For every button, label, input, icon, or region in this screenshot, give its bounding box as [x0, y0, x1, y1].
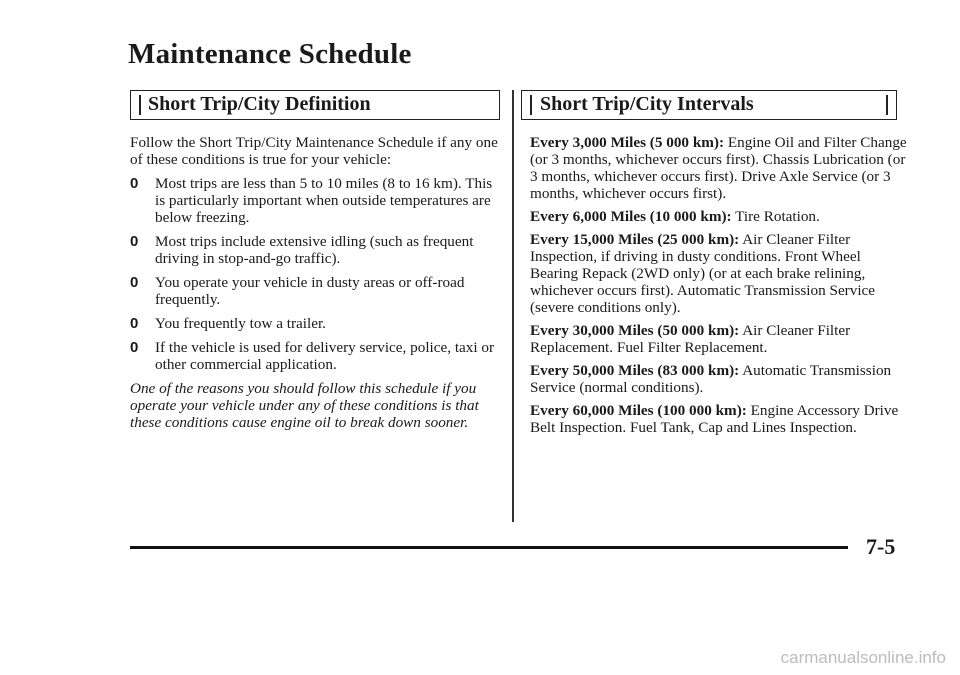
interval-item	[530, 362, 910, 396]
page-title: Maintenance Schedule	[128, 38, 412, 70]
bullet-icon: 0	[130, 233, 139, 250]
right-section-heading-box	[521, 90, 897, 120]
heading-bar	[139, 95, 141, 115]
right-section-heading: Short Trip/City Intervals	[540, 93, 754, 115]
heading-bar	[530, 95, 532, 115]
list-item	[130, 233, 505, 267]
column-divider	[512, 90, 514, 522]
interval-label: Every 30,000 Miles (50 000 km):	[530, 322, 740, 339]
interval-text: Air Cleaner Filter Inspection, if driving in dusty conditions. Front Wheel Bearing Repack (2WD only) (or at each brake relining, whichever occurs first). Automatic Transmission Service (severe conditions only).	[530, 231, 876, 316]
list-item-text: You operate your vehicle in dusty areas or off-road frequently.	[155, 274, 465, 308]
interval-label: Every 15,000 Miles (25 000 km):	[530, 231, 740, 248]
interval-item	[530, 402, 910, 436]
left-column	[130, 134, 505, 431]
interval-label: Every 50,000 Miles (83 000 km):	[530, 362, 740, 379]
list-item-text: If the vehicle is used for delivery service, police, taxi or other commercial application.	[155, 339, 495, 373]
interval-item	[530, 231, 910, 316]
conditions-list	[130, 175, 505, 373]
interval-text: Air Cleaner Filter Replacement. Fuel Filter Replacement.	[530, 322, 851, 356]
interval-label: Every 6,000 Miles (10 000 km):	[530, 208, 732, 225]
interval-text: Tire Rotation.	[735, 208, 820, 225]
heading-bar-right	[886, 95, 888, 115]
bullet-icon: 0	[130, 339, 139, 356]
list-item	[130, 315, 505, 332]
list-item	[130, 175, 505, 226]
list-item	[130, 339, 505, 373]
page-number: 7-5	[866, 534, 896, 559]
bottom-watermark: carmanualsonline.info	[780, 648, 946, 667]
left-section-heading: Short Trip/City Definition	[148, 93, 371, 115]
interval-label: Every 3,000 Miles (5 000 km):	[530, 134, 725, 151]
intro-paragraph: Follow the Short Trip/City Maintenance Schedule if any one of these conditions is true for your vehicle:	[130, 134, 498, 168]
interval-item	[530, 322, 910, 356]
interval-item	[530, 134, 910, 202]
interval-label: Every 60,000 Miles (100 000 km):	[530, 402, 747, 419]
bullet-icon: 0	[130, 274, 139, 291]
italic-note: One of the reasons you should follow this schedule if you operate your vehicle under any of these conditions is that these conditions cause engine oil to break down sooner.	[130, 380, 479, 431]
bullet-icon: 0	[130, 175, 139, 192]
list-item	[130, 274, 505, 308]
interval-item	[530, 208, 910, 225]
left-section-heading-box	[130, 90, 500, 120]
bullet-icon: 0	[130, 315, 139, 332]
interval-text: Engine Accessory Drive Belt Inspection. Fuel Tank, Cap and Lines Inspection.	[530, 402, 899, 436]
right-column	[530, 134, 910, 442]
interval-text: Automatic Transmission Service (normal conditions).	[530, 362, 892, 396]
list-item-text: Most trips are less than 5 to 10 miles (8 to 16 km). This is particularly important when outside temperatures are below freezing.	[155, 175, 493, 226]
footer-rule	[130, 546, 848, 549]
list-item-text: You frequently tow a trailer.	[155, 315, 326, 332]
list-item-text: Most trips include extensive idling (such as frequent driving in stop-and-go traffic).	[155, 233, 474, 267]
interval-text: Engine Oil and Filter Change (or 3 months, whichever occurs first). Chassis Lubrication (or 3 months, whichever occurs first). Drive Axle Service (or 3 months, whichever occurs first).	[530, 134, 907, 202]
